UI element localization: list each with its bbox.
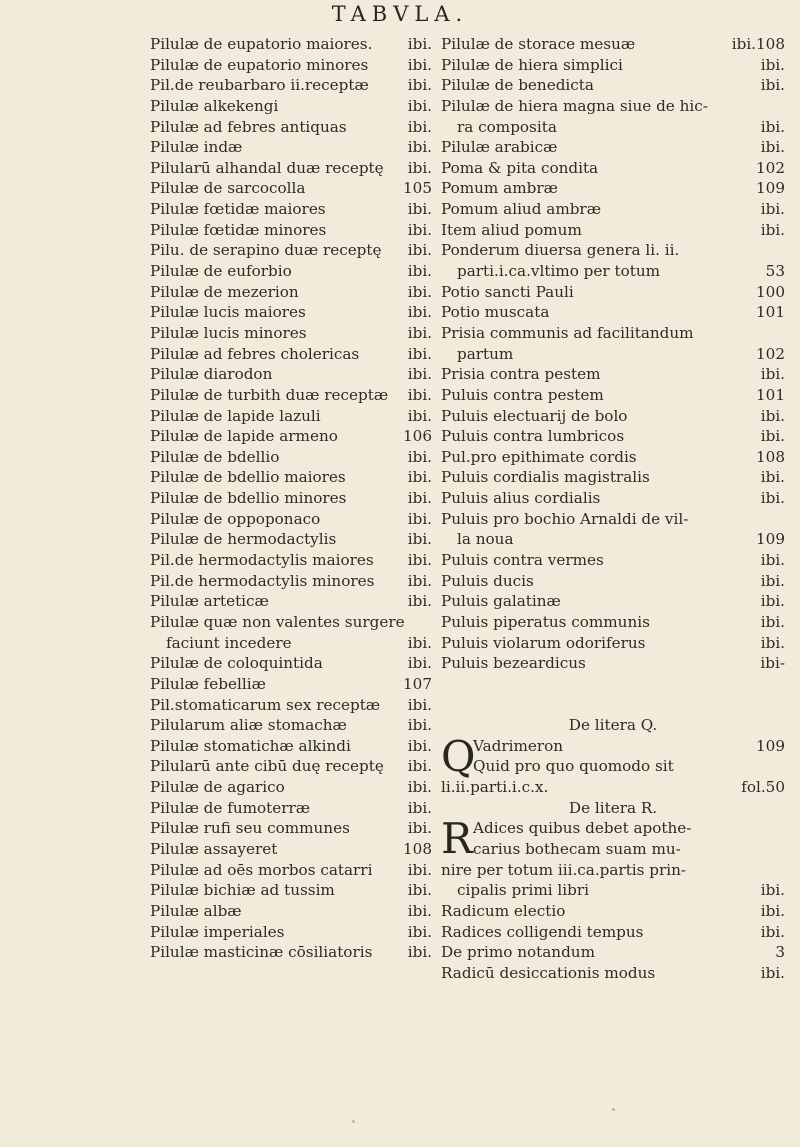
index-entry [150,942,432,963]
entry-reference: ibi. [407,551,432,570]
entry-title: Pilulæ de storace mesuæ [441,35,636,53]
index-entry [150,529,432,550]
entry-title: ra composita [457,117,557,136]
index-entry [441,550,785,571]
entry-reference: ibi. [407,716,432,735]
entry-reference: ibi. [407,943,432,962]
entry-title: Potio sancti Pauli [441,282,574,301]
index-entry [441,137,785,158]
entry-title: Pilulæ de bdellio maiores [150,468,346,487]
index-entry [150,591,432,612]
entry-title: Radicum electio [441,901,566,920]
entry-title: Ponderum diuersa genera li. ii. [441,241,680,260]
entry-title: Pil.stomaticarum sex receptæ [150,695,381,714]
entry-reference: ibi. [407,220,432,239]
index-entry [150,406,432,427]
entry-reference: 100 [756,282,785,301]
index-entry [150,137,432,158]
index-entry [441,736,785,757]
entry-reference: 101 [756,385,785,404]
entry-reference: 106 [403,427,432,446]
entry-title: Puluis contra lumbricos [441,427,625,446]
entry-title: Radicū desiccationis modus [441,963,656,982]
entry-title: Pilu. de serapino duæ receptę [150,241,382,260]
entry-reference: ibi. [407,323,432,342]
entry-title: Pilulæ stomatichæ alkindi [150,736,351,755]
entry-reference: 107 [403,674,432,693]
entry-reference: ibi. [760,76,785,95]
index-entry [441,406,785,427]
right-entries [441,34,785,674]
entry-reference: 105 [403,179,432,198]
entry-title: Pilularum aliæ stomachæ [150,716,347,735]
section-q-heading: De litera Q. [568,716,658,735]
index-entry [441,963,785,984]
entry-title: Pilulæ febelliæ [150,674,266,693]
index-entry [150,158,432,179]
index-entry [441,302,785,323]
index-entry [441,323,785,344]
entry-title: Pilulæ fœtidæ minores [150,220,327,239]
entry-title: Pilulæ de bdellio minores [150,489,347,508]
entry-title: Pilulæ de hiera simplici [441,55,623,74]
index-entry [441,777,785,798]
index-entry [441,633,785,654]
entry-title: Pilulæ de oppoponaco [150,509,321,528]
entry-title: Pilulæ de hermodactylis [150,530,337,549]
index-entry [150,901,432,922]
entry-title: Poma & pita condita [441,158,599,177]
index-entry [150,220,432,241]
entry-title: Pilulæ de mezerion [150,282,299,301]
entry-reference: ibi. [407,736,432,755]
entry-title: Potio muscata [441,303,550,322]
index-entry [441,653,785,674]
index-entry [441,591,785,612]
entry-title: Pilulæ alkekengi [150,96,279,115]
entry-reference: ibi. [760,571,785,590]
index-entry [441,55,785,76]
entry-title: parti.i.ca.vltimo per totum [457,262,660,281]
entry-title: Puluis pro bochio Arnaldi de vil- [441,509,689,528]
entry-title: Puluis violarum odoriferus [441,633,646,652]
index-entry [441,34,785,55]
index-entry [441,96,785,117]
entry-title: Pilulæ masticinæ cōsiliatoris [150,943,373,962]
index-entry [441,261,785,282]
entry-title: Pomum ambræ [441,179,558,198]
entry-reference: ibi. [760,922,785,941]
paper-speck [612,1108,615,1111]
entry-title: Pilulæ indæ [150,138,243,157]
index-entry [150,860,432,881]
entry-title: Puluis cordialis magistralis [441,468,650,487]
index-entry [150,364,432,385]
index-entry [441,240,785,261]
index-entry [150,178,432,199]
entry-title: Pilulæ ad febres cholericas [150,344,360,363]
index-entry [150,117,432,138]
entry-reference: ibi. [407,96,432,115]
index-entry [150,880,432,901]
index-entry [150,550,432,571]
index-entry [150,385,432,406]
entry-title: Vadrimeron [473,736,564,755]
entry-title: Puluis piperatus communis [441,612,650,631]
entry-title: Pilulæ quæ non valentes surgere [150,612,405,631]
index-entry [150,509,432,530]
entry-title: Quid pro quo quomodo sit [473,757,674,776]
entry-reference: ibi. [407,241,432,260]
entry-title: Pilulæ de agarico [150,778,285,797]
entry-title: Pilulæ albæ [150,901,242,920]
entry-title: Puluis alius cordialis [441,489,601,508]
entry-title: Pilulæ de bdellio [150,447,280,466]
entry-reference: ibi. [407,860,432,879]
entry-reference: ibi. [760,406,785,425]
index-entry [150,467,432,488]
entry-reference: ibi. [407,489,432,508]
entry-reference: ibi. [407,633,432,652]
entry-reference: ibi. [407,200,432,219]
entry-reference: ibi. [407,922,432,941]
entry-title: Pilulæ lucis minores [150,323,307,342]
section-r [441,814,785,983]
entry-reference: 53 [765,262,785,281]
index-entry [441,282,785,303]
index-entry [150,798,432,819]
entry-title: Prisia communis ad facilitandum [441,323,694,342]
entry-title: Pilulæ de eupatorio minores [150,55,369,74]
index-entry [150,55,432,76]
entry-reference: fol.50 [741,778,785,797]
entry-title: Pilulæ imperiales [150,922,285,941]
entry-reference: 3 [775,943,785,962]
entry-title: Pil.de hermodactylis maiores [150,551,374,570]
index-entry [441,942,785,963]
entry-reference: ibi. [407,35,432,53]
entry-reference: ibi. [407,468,432,487]
entry-reference: ibi. [407,757,432,776]
entry-reference: ibi. [407,778,432,797]
entry-reference: ibi. [760,55,785,74]
entry-reference: ibi. [407,344,432,363]
entry-reference: ibi. [407,571,432,590]
index-entry [441,426,785,447]
entry-title: Pilulæ arabicæ [441,138,558,157]
index-entry [441,901,785,922]
entry-title: Pilulæ assayeret [150,839,278,858]
entry-title: Radices colligendi tempus [441,922,644,941]
entry-reference: 109 [756,736,785,755]
entry-title: cipalis primi libri [457,881,589,900]
entry-reference: ibi. [407,406,432,425]
dropcap-q: Q [441,731,476,781]
entry-title: Pilulæ de hiera magna siue de hic- [441,96,708,115]
index-entry [150,633,432,654]
entry-reference: ibi. [407,282,432,301]
entry-title: faciunt incedere [166,633,292,652]
entry-reference: ibi. [407,303,432,322]
left-column [150,34,432,963]
index-entry [150,34,432,55]
entry-title: Pilulæ bichiæ ad tussim [150,881,335,900]
section-q [441,731,785,798]
entry-title: De primo notandum [441,943,595,962]
index-entry [441,220,785,241]
entry-reference: ibi. [407,654,432,673]
index-entry [441,612,785,633]
index-entry [150,447,432,468]
paper-speck [352,1120,355,1123]
entry-title: Puluis electuarij de bolo [441,406,628,425]
entry-reference: ibi. [407,55,432,74]
index-entry [150,715,432,736]
entry-reference: ibi. [760,633,785,652]
index-entry [441,158,785,179]
entry-title: Pilulæ de eupatorio maiores. [150,35,373,53]
entry-reference: ibi. [760,489,785,508]
entry-title: Pilulæ ad febres antiquas [150,117,347,136]
entry-reference: 101 [756,303,785,322]
index-entry [150,96,432,117]
entry-title: Puluis galatinæ [441,592,561,611]
entry-reference: ibi. [407,117,432,136]
page-header: TABVLA. [331,2,469,26]
index-entry [441,117,785,138]
entry-title: la noua [457,530,514,549]
entry-reference: ibi. [760,138,785,157]
entry-title: Puluis ducis [441,571,534,590]
entry-title: Pilularū alhandal duæ receptę [150,158,384,177]
index-entry [150,736,432,757]
entry-title: Pilulæ de lapide armeno [150,427,338,446]
entry-reference: ibi. [760,551,785,570]
index-entry [441,839,785,860]
entry-reference: ibi. [407,881,432,900]
entry-title: Item aliud pomum [441,220,582,239]
entry-title: Pul.pro epithimate cordis [441,447,637,466]
entry-reference: ibi. [407,798,432,817]
index-entry [441,922,785,943]
entry-reference: 108 [756,447,785,466]
index-entry [150,695,432,716]
index-entry [441,880,785,901]
entry-reference: 102 [756,344,785,363]
entry-reference: ibi. [407,385,432,404]
index-entry [441,488,785,509]
entry-reference: ibi. [407,695,432,714]
index-entry [150,777,432,798]
entry-reference: ibi. [760,427,785,446]
index-entry [150,344,432,365]
entry-title: Pilulæ arteticæ [150,592,269,611]
entry-reference: ibi. [407,138,432,157]
entry-reference: ibi. [760,963,785,982]
entry-title: Pilulæ rufi seu communes [150,819,350,838]
right-column [441,34,785,983]
entry-reference: ibi. [407,509,432,528]
index-entry [150,839,432,860]
index-entry [150,75,432,96]
entry-reference: ibi. [407,262,432,281]
entry-reference: ibi. [407,901,432,920]
entry-reference: ibi.108 [731,35,785,53]
entry-title: Pilulæ fœtidæ maiores [150,200,326,219]
index-entry [150,488,432,509]
entry-title: li.ii.parti.i.c.x. [441,778,549,797]
entry-reference: ibi. [407,365,432,384]
entry-reference: ibi. [407,158,432,177]
entry-title: Pil.de reubarbaro ii.receptæ [150,76,369,95]
index-entry [150,818,432,839]
index-entry [441,509,785,530]
entry-reference: ibi. [760,901,785,920]
entry-title: Pilulæ lucis maiores [150,303,306,322]
entry-title: Puluis bezeardicus [441,654,586,673]
entry-reference: ibi. [760,117,785,136]
entry-reference: ibi- [760,654,785,673]
entry-reference: ibi. [407,76,432,95]
index-entry [441,199,785,220]
entry-reference: ibi. [760,592,785,611]
index-entry [441,818,785,839]
entry-reference: ibi. [407,592,432,611]
index-entry [150,674,432,695]
entry-title: nire per totum iii.ca.partis prin- [441,860,687,879]
index-entry [150,302,432,323]
index-entry [150,571,432,592]
entry-reference: ibi. [760,365,785,384]
entry-reference: ibi. [760,200,785,219]
index-entry [441,75,785,96]
index-entry [150,922,432,943]
entry-reference: 109 [756,179,785,198]
entry-reference: 109 [756,530,785,549]
index-entry [150,199,432,220]
entry-reference: ibi. [760,220,785,239]
entry-reference: ibi. [760,468,785,487]
entry-reference: ibi. [760,612,785,631]
entry-reference: ibi. [407,530,432,549]
entry-title: Pilularū ante cibū duę receptę [150,757,384,776]
entry-title: Pilulæ diarodon [150,365,273,384]
dropcap-r: R [441,814,473,864]
entry-title: Pil.de hermodactylis minores [150,571,375,590]
entry-title: partum [457,344,514,363]
index-entry [441,860,785,881]
index-entry [150,756,432,777]
entry-title: Puluis contra pestem [441,385,604,404]
entry-reference: ibi. [760,881,785,900]
index-entry [150,282,432,303]
entry-title: carius bothecam suam mu- [473,839,681,858]
index-entry [441,447,785,468]
entry-reference: ibi. [407,819,432,838]
index-entry [441,467,785,488]
index-entry [441,178,785,199]
index-entry [441,364,785,385]
index-entry [150,261,432,282]
index-entry [441,344,785,365]
entry-title: Pilulæ de fumoterræ [150,798,311,817]
entry-title: Puluis contra vermes [441,551,604,570]
index-entry [150,653,432,674]
entry-reference: 108 [403,839,432,858]
index-entry [150,323,432,344]
entry-title: Pomum aliud ambræ [441,200,601,219]
index-entry [441,571,785,592]
entry-title: Adices quibus debet apothe- [473,819,692,838]
index-entry [150,612,432,633]
entry-title: Pilulæ ad oēs morbos catarri [150,860,373,879]
entry-title: Pilulæ de lapide lazuli [150,406,321,425]
entry-title: Pilulæ de euforbio [150,262,292,281]
index-entry [150,240,432,261]
entry-title: Prisia contra pestem [441,365,601,384]
index-entry [441,385,785,406]
index-entry [150,426,432,447]
entry-title: Pilulæ de sarcocolla [150,179,306,198]
section-r-heading: De litera R. [568,798,658,817]
index-entry [441,529,785,550]
entry-reference: ibi. [407,447,432,466]
entry-title: Pilulæ de benedicta [441,76,594,95]
entry-title: Pilulæ de coloquintida [150,654,323,673]
entry-title: Pilulæ de turbith duæ receptæ [150,385,389,404]
index-entry [441,756,785,777]
entry-reference: 102 [756,158,785,177]
